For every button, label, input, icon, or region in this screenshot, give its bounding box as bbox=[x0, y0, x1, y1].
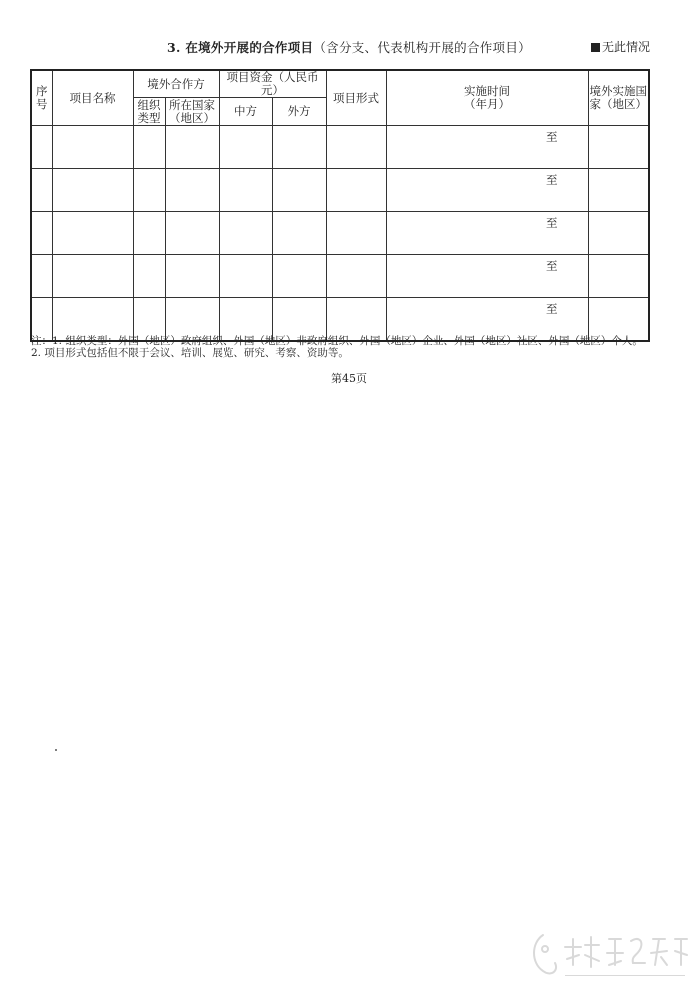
header-time-unit: （年月） bbox=[464, 97, 510, 111]
cell-name[interactable] bbox=[52, 255, 133, 298]
cell-name[interactable] bbox=[52, 212, 133, 255]
cell-partner-country[interactable] bbox=[165, 126, 219, 169]
header-time-label: 实施时间 bbox=[464, 84, 510, 98]
note-1: 注：1. 组织类型：外国（地区）政府组织、外国（地区）非政府组织、外国（地区）企业、外国（地区）社区、外国（地区）个人。 bbox=[31, 335, 643, 347]
cell-funds-foreign[interactable] bbox=[272, 255, 326, 298]
cell-form[interactable] bbox=[326, 169, 386, 212]
table-row bbox=[31, 126, 649, 169]
cooperation-projects-table bbox=[30, 69, 650, 342]
cell-country[interactable] bbox=[588, 126, 649, 169]
header-form: 项目形式 bbox=[326, 70, 386, 126]
cell-time[interactable]: 至 bbox=[386, 169, 588, 212]
table-row bbox=[31, 255, 649, 298]
cell-country[interactable] bbox=[588, 255, 649, 298]
cell-time[interactable]: 至 bbox=[386, 212, 588, 255]
checked-square-icon bbox=[591, 43, 600, 52]
no-situation-checkbox[interactable] bbox=[591, 38, 650, 55]
section-title-note: （含分支、代表机构开展的合作项目） bbox=[313, 40, 531, 55]
cell-name[interactable] bbox=[52, 126, 133, 169]
cell-funds-cn[interactable] bbox=[219, 255, 272, 298]
cell-type[interactable] bbox=[133, 126, 165, 169]
header-partner: 境外合作方 bbox=[133, 70, 219, 98]
header-funds: 项目资金（人民币元） bbox=[219, 70, 326, 98]
section-title-main: 3. 在境外开展的合作项目 bbox=[167, 40, 314, 55]
note-2: 2. 项目形式包括但不限于会议、培训、展览、研究、考察、资助等。 bbox=[31, 347, 349, 359]
header-partner-country: 所在国家（地区） bbox=[165, 98, 219, 126]
cell-partner-country[interactable] bbox=[165, 169, 219, 212]
header-time bbox=[386, 70, 588, 126]
cell-funds-foreign[interactable] bbox=[272, 169, 326, 212]
header-country: 境外实施国家（地区） bbox=[588, 70, 649, 126]
table-notes bbox=[31, 335, 643, 359]
cell-type[interactable] bbox=[133, 212, 165, 255]
museum-watermark-logo bbox=[525, 925, 695, 985]
table-row bbox=[31, 169, 649, 212]
header-funds-foreign: 外方 bbox=[272, 98, 326, 126]
cell-partner-country[interactable] bbox=[165, 255, 219, 298]
cell-partner-country[interactable] bbox=[165, 212, 219, 255]
page-number: 第45页 bbox=[331, 372, 367, 385]
no-situation-label: 无此情况 bbox=[602, 40, 651, 54]
cell-time[interactable]: 至 bbox=[386, 255, 588, 298]
cell-seq[interactable] bbox=[31, 126, 52, 169]
cell-time[interactable]: 至 bbox=[386, 126, 588, 169]
header-funds-cn: 中方 bbox=[219, 98, 272, 126]
scan-speck bbox=[55, 749, 57, 751]
header-name: 项目名称 bbox=[52, 70, 133, 126]
cell-seq[interactable] bbox=[31, 169, 52, 212]
cell-funds-foreign[interactable] bbox=[272, 126, 326, 169]
cell-funds-foreign[interactable] bbox=[272, 212, 326, 255]
cell-type[interactable] bbox=[133, 255, 165, 298]
cell-funds-cn[interactable] bbox=[219, 126, 272, 169]
cell-funds-cn[interactable] bbox=[219, 212, 272, 255]
cell-form[interactable] bbox=[326, 126, 386, 169]
cell-name[interactable] bbox=[52, 169, 133, 212]
header-partner-type: 组织类型 bbox=[133, 98, 165, 126]
cell-seq[interactable] bbox=[31, 255, 52, 298]
cell-form[interactable] bbox=[326, 212, 386, 255]
cell-time[interactable]: 至 bbox=[386, 298, 588, 341]
cell-country[interactable] bbox=[588, 169, 649, 212]
cell-form[interactable] bbox=[326, 255, 386, 298]
table-row bbox=[31, 212, 649, 255]
cell-funds-cn[interactable] bbox=[219, 169, 272, 212]
header-seq: 序号 bbox=[31, 70, 52, 126]
cell-type[interactable] bbox=[133, 169, 165, 212]
cell-seq[interactable] bbox=[31, 212, 52, 255]
cell-country[interactable] bbox=[588, 212, 649, 255]
